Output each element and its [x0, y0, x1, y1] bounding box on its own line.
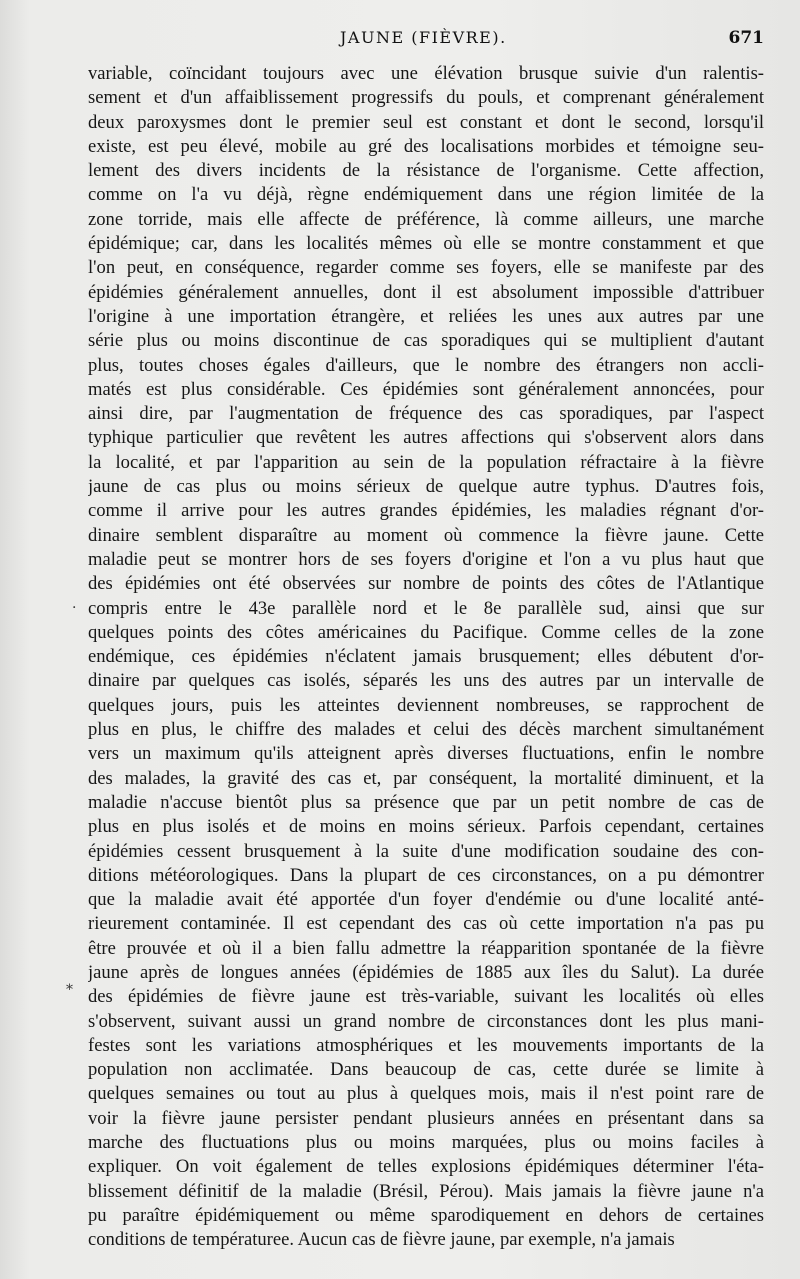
text-line: zone torride, mais elle affecte de préférence, là comme ailleurs, une marche — [88, 208, 764, 230]
text-line: des épidémies de fièvre jaune est très-variable, suivant les localités où elles — [88, 986, 764, 1008]
text-line: festes sont les variations atmosphériques et les mouvements importants de la — [88, 1034, 764, 1056]
text-line: plus en plus isolés et de moins en moins sérieux. Parfois cependant, certaines — [88, 816, 764, 838]
margin-mark: * — [66, 982, 73, 998]
text-line: voir la fièvre jaune persister pendant plusieurs années en présentant dans sa — [88, 1107, 764, 1129]
text-line: blissement définitif de la maladie (Brésil, Pérou). Mais jamais la fièvre jaune n'a — [88, 1180, 764, 1202]
text-line: dinaire semblent disparaître au moment où commence la fièvre jaune. Cette — [88, 524, 764, 546]
text-line: quelques semaines ou tout au plus à quelques mois, mais il n'est point rare de — [88, 1083, 764, 1105]
text-line: être prouvée et où il a bien fallu admettre la réapparition spontanée de la fièvre — [88, 937, 764, 959]
text-line: des malades, la gravité des cas et, par conséquent, la mortalité diminuent, et la — [88, 767, 764, 789]
text-line: épidémies généralement annuelles, dont il est absolument impossible d'attribuer — [88, 281, 764, 303]
text-line: quelques jours, puis les atteintes deviennent nombreuses, se rapprochent de — [88, 694, 764, 716]
text-line: jaune de cas plus ou moins sérieux de quelque autre typhus. D'autres fois, — [88, 476, 764, 498]
text-line: plus en plus, le chiffre des malades et celui des décès marchent simultanément — [88, 719, 764, 741]
text-line: épidémies cessent brusquement à la suite d'une modification soudaine des con- — [88, 840, 764, 862]
text-line: quelques points des côtes américaines du Pacifique. Comme celles de la zone — [88, 621, 764, 643]
text-line: l'on peut, en conséquence, regarder comme ses foyers, elle se manifeste par des — [88, 257, 764, 279]
text-line: ainsi dire, par l'augmentation de fréquence des cas sporadiques, par l'aspect — [88, 403, 764, 425]
text-line: rieurement contaminée. Il est cependant des cas où cette importation n'a pas pu — [88, 913, 764, 935]
page-number: 671 — [728, 28, 764, 48]
text-line: marche des fluctuations plus ou moins marquées, plus ou moins faciles à — [88, 1132, 764, 1154]
text-line: épidémique; car, dans les localités mêmes où elle se montre constamment et que — [88, 233, 764, 255]
text-line: endémique, ces épidémies n'éclatent jamais brusquement; elles débutent d'or- — [88, 646, 764, 668]
running-head: JAUNE (FIÈVRE). — [340, 28, 507, 47]
text-line: jaune après de longues années (épidémies de 1885 aux îles du Salut). La durée — [88, 961, 764, 983]
text-line: pu paraître épidémiquement ou même sparodiquement en dehors de certaines — [88, 1204, 764, 1226]
text-line: comme il arrive pour les autres grandes épidémies, les maladies régnant d'or- — [88, 500, 764, 522]
text-line: plus, toutes choses égales d'ailleurs, que le nombre des étrangers non accli- — [88, 354, 764, 376]
text-line: comme on l'a vu déjà, règne endémiquement dans une région limitée de la — [88, 184, 764, 206]
page-header — [88, 28, 764, 52]
text-line: s'observent, suivant aussi un grand nombre de circonstances dont les plus mani- — [88, 1010, 764, 1032]
margin-mark: · — [72, 600, 77, 616]
text-line: l'origine à une importation étrangère, et reliées les unes aux autres par une — [88, 305, 764, 327]
text-line: lement des divers incidents de la résistance de l'organisme. Cette affection, — [88, 160, 764, 182]
text-line: existe, est peu élevé, mobile au gré des localisations morbides et témoigne seu- — [88, 135, 764, 157]
text-line: maladie peut se montrer hors de ses foyers d'origine et l'on a vu plus haut que — [88, 548, 764, 570]
text-line: population non acclimatée. Dans beaucoup de cas, cette durée se limite à — [88, 1059, 764, 1081]
text-line: maladie n'accuse bientôt plus sa présence que par un petit nombre de cas de — [88, 791, 764, 813]
text-line: que la maladie avait été apportée d'un foyer d'endémie ou d'une localité anté- — [88, 889, 764, 911]
text-line: expliquer. On voit également de telles explosions épidémiques déterminer l'éta- — [88, 1156, 764, 1178]
text-line: sement et d'un affaiblissement progressifs du pouls, et comprenant généralement — [88, 87, 764, 109]
text-line: des épidémies ont été observées sur nombre de points des côtes de l'Atlantique — [88, 573, 764, 595]
text-line: dinaire par quelques cas isolés, séparés les uns des autres par un intervalle de — [88, 670, 764, 692]
text-line: ditions météorologiques. Dans la plupart de ces circonstances, on a pu démontrer — [88, 864, 764, 886]
text-line: typhique particulier que revêtent les autres affections qui s'observent alors dans — [88, 427, 764, 449]
body-text — [88, 62, 764, 1253]
text-line: matés est plus considérable. Ces épidémies sont généralement annoncées, pour — [88, 378, 764, 400]
text-line: série plus ou moins discontinue de cas sporadiques qui se multiplient d'autant — [88, 330, 764, 352]
text-line: vers un maximum qu'ils atteignent après diverses fluctuations, enfin le nombre — [88, 743, 764, 765]
text-line: conditions de températuree. Aucun cas de fièvre jaune, par exemple, n'a jamais — [88, 1229, 675, 1251]
text-line: la localité, et par l'apparition au sein de la population réfractaire à la fièvre — [88, 451, 764, 473]
text-line: variable, coïncidant toujours avec une élévation brusque suivie d'un ralentis- — [88, 63, 764, 84]
text-line: deux paroxysmes dont le premier seul est constant et dont le second, lorsqu'il — [88, 111, 764, 133]
text-line: compris entre le 43e parallèle nord et le 8e parallèle sud, ainsi que sur — [88, 597, 764, 619]
